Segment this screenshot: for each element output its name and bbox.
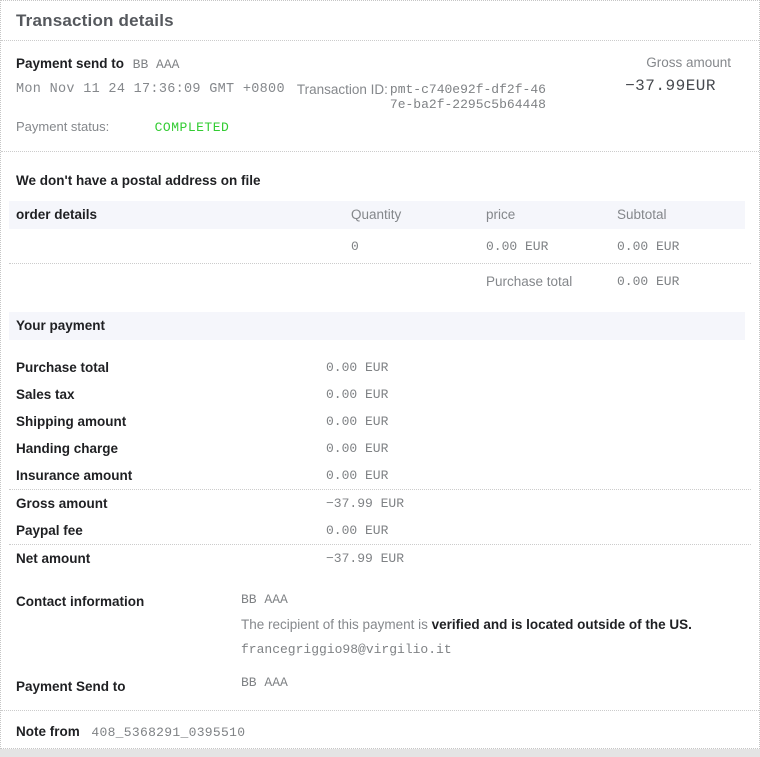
gross-amount-block	[625, 55, 759, 135]
recipient-text-bold: verified and is located outside of the US.	[431, 617, 692, 632]
row-label: Purchase total	[16, 360, 110, 375]
contact-email: francegriggio98@virgilio.it	[241, 642, 452, 657]
row-value: −37.99 EUR	[326, 551, 405, 566]
payment-row-handing-charge	[1, 435, 759, 462]
payment-send-to-bottom-value: BB AAA	[241, 675, 288, 690]
order-table-header	[9, 201, 745, 229]
contact-information-section	[1, 572, 759, 667]
price-header: price	[486, 207, 516, 222]
payment-row-purchase-total	[1, 354, 759, 381]
note-from-label: Note from	[16, 724, 80, 739]
payment-summary-left	[16, 52, 546, 135]
order-item-name	[9, 239, 351, 254]
page-title: Transaction details	[16, 11, 174, 30]
row-label: Insurance amount	[16, 468, 133, 483]
order-quantity-value: 0	[351, 239, 359, 254]
payment-row-net-amount	[1, 545, 759, 572]
payment-send-to-value: BB AAA	[132, 57, 180, 72]
row-value: 0.00 EUR	[326, 387, 389, 402]
contact-name: BB AAA	[241, 592, 288, 607]
row-label: Paypal fee	[16, 523, 83, 538]
transaction-id-value: pmt-c740e92f-df2f-467e-ba2f-2295c5b64448	[389, 82, 546, 112]
row-value: 0.00 EUR	[326, 360, 389, 375]
payment-send-to-label: Payment send to	[16, 56, 125, 71]
payment-row-paypal-fee	[1, 517, 759, 544]
gross-amount-label: Gross amount	[646, 55, 731, 70]
row-label: Shipping amount	[16, 414, 127, 429]
your-payment-rows	[1, 354, 759, 572]
row-value: 0.00 EUR	[326, 523, 389, 538]
row-label: Net amount	[16, 551, 91, 566]
transaction-id-label: Transaction ID:	[296, 82, 388, 97]
postal-address-notice: We don't have a postal address on file	[16, 173, 261, 188]
order-price-value: 0.00 EUR	[486, 239, 549, 254]
row-label: Handing charge	[16, 441, 119, 456]
payment-send-to-bottom-label: Payment Send to	[16, 679, 126, 694]
row-value: −37.99 EUR	[326, 496, 405, 511]
row-value: 0.00 EUR	[326, 441, 389, 456]
purchase-total-value: 0.00 EUR	[617, 274, 680, 289]
recipient-verification-text	[241, 617, 744, 632]
row-label: Sales tax	[16, 387, 75, 402]
payment-status-row	[16, 119, 546, 135]
contact-information-values	[241, 592, 744, 667]
note-from-section	[1, 711, 759, 753]
payment-row-sales-tax	[1, 381, 759, 408]
payment-row-insurance-amount	[1, 462, 759, 489]
purchase-total-row	[9, 264, 745, 302]
payment-send-to-section	[1, 667, 759, 710]
payment-status-value: COMPLETED	[154, 120, 230, 135]
quantity-header: Quantity	[351, 207, 402, 222]
page-header	[1, 1, 759, 41]
row-value: 0.00 EUR	[326, 414, 389, 429]
payment-row-gross-amount	[1, 490, 759, 517]
purchase-total-label: Purchase total	[486, 274, 573, 289]
transaction-date: Mon Nov 11 24 17:36:09 GMT +0800	[16, 82, 285, 97]
payment-row-shipping-amount	[1, 408, 759, 435]
row-value: 0.00 EUR	[326, 468, 389, 483]
order-subtotal-value: 0.00 EUR	[617, 239, 680, 254]
payment-summary	[1, 41, 759, 152]
row-label: Gross amount	[16, 496, 108, 511]
recipient-text-prefix: The recipient of this payment is	[241, 617, 432, 632]
note-from-value: 408_5368291_0395510	[91, 725, 246, 740]
payment-status-label: Payment status:	[16, 119, 110, 134]
contact-information-label: Contact information	[16, 594, 145, 609]
order-details-header: order details	[16, 207, 98, 222]
gross-amount-value: −37.99EUR	[625, 77, 716, 95]
subtotal-header: Subtotal	[617, 207, 667, 222]
date-and-transaction-row	[16, 82, 546, 112]
your-payment-heading: Your payment	[9, 312, 745, 340]
order-table-row	[9, 229, 745, 263]
payment-send-to-row	[16, 56, 546, 72]
